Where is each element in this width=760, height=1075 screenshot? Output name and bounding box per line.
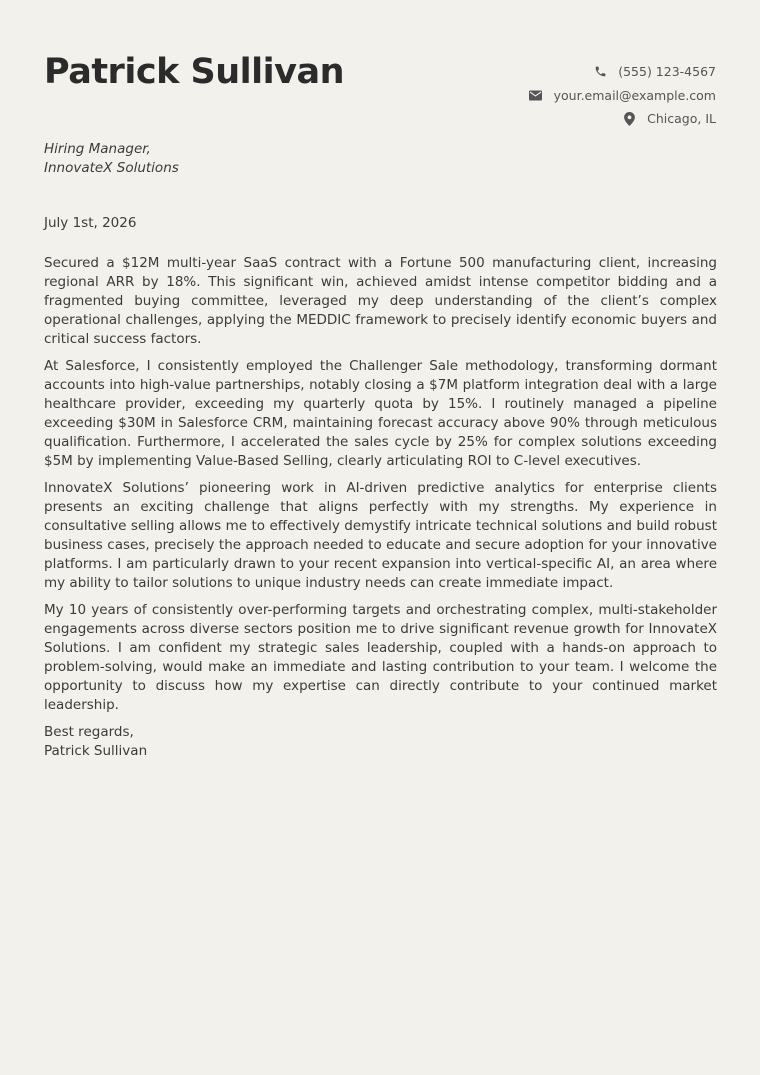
phone-text[interactable]: (555) 123-4567 xyxy=(618,64,716,80)
recipient-company: InnovateX Solutions xyxy=(44,160,179,176)
paragraph: At Salesforce, I consistently employed the Challenger Sale methodology, transforming dormant accounts into high-value partnerships, notably closing a $7M platform integration deal with a large healthcare provider, exceeding my quarterly quota by 15%. I routinely managed a pipeline exceeding $30M in Salesforce CRM, maintaining forecast accuracy above 90% through meticulous qualification. Furthermore, I accelerated the sales cycle by 25% for complex solutions exceeding $5M by implementing Value-Based Selling, clearly articulating ROI to C-level executives. xyxy=(44,358,717,469)
contact-phone xyxy=(529,60,716,84)
recipient-block xyxy=(44,140,179,178)
applicant-name: Patrick Sullivan xyxy=(44,52,344,92)
paragraph: InnovateX Solutions’ pioneering work in AI-driven predictive analytics for enterprise clients presents an exciting challenge that aligns perfectly with my strengths. My experience in consultative selling allows me to effectively demystify intricate technical solutions and build robust business cases, precisely the approach needed to educate and secure adoption for your innovative platforms. I am particularly drawn to your recent expansion into vertical-specific AI, an area where my ability to tailor solutions to unique industry needs can create immediate impact. xyxy=(44,480,717,591)
envelope-icon xyxy=(529,88,543,102)
paragraph: Secured a $12M multi-year SaaS contract with a Fortune 500 manufacturing client, increasing regional ARR by 18%. This significant win, achieved amidst intense competitor bidding and a fragmented buying committee, leveraged my deep understanding of the client’s complex operational challenges, applying the MEDDIC framework to precisely identify economic buyers and critical success factors. xyxy=(44,255,717,347)
contact-location xyxy=(529,107,716,131)
contact-block xyxy=(529,60,716,131)
closing-salutation: Best regards, xyxy=(44,724,134,740)
paragraph: My 10 years of consistently over-performing targets and orchestrating complex, multi-stakeholder engagements across diverse sectors position me to drive significant revenue growth for InnovateX Solutions. I am confident my strategic sales leadership, coupled with a hands-on approach to problem-solving, would make an immediate and lasting contribution to your team. I welcome the opportunity to discuss how my expertise can directly contribute to your continued market leadership. xyxy=(44,602,717,713)
location-text: Chicago, IL xyxy=(647,111,716,127)
letter-body xyxy=(44,254,717,761)
recipient-title: Hiring Manager, xyxy=(44,141,151,157)
closing-signature: Patrick Sullivan xyxy=(44,743,148,759)
letter-date: July 1st, 2026 xyxy=(44,215,137,231)
closing-block xyxy=(44,723,717,761)
contact-email xyxy=(529,84,716,108)
email-text[interactable]: your.email@example.com xyxy=(553,87,716,103)
map-pin-icon xyxy=(622,112,636,126)
phone-icon xyxy=(593,65,607,79)
